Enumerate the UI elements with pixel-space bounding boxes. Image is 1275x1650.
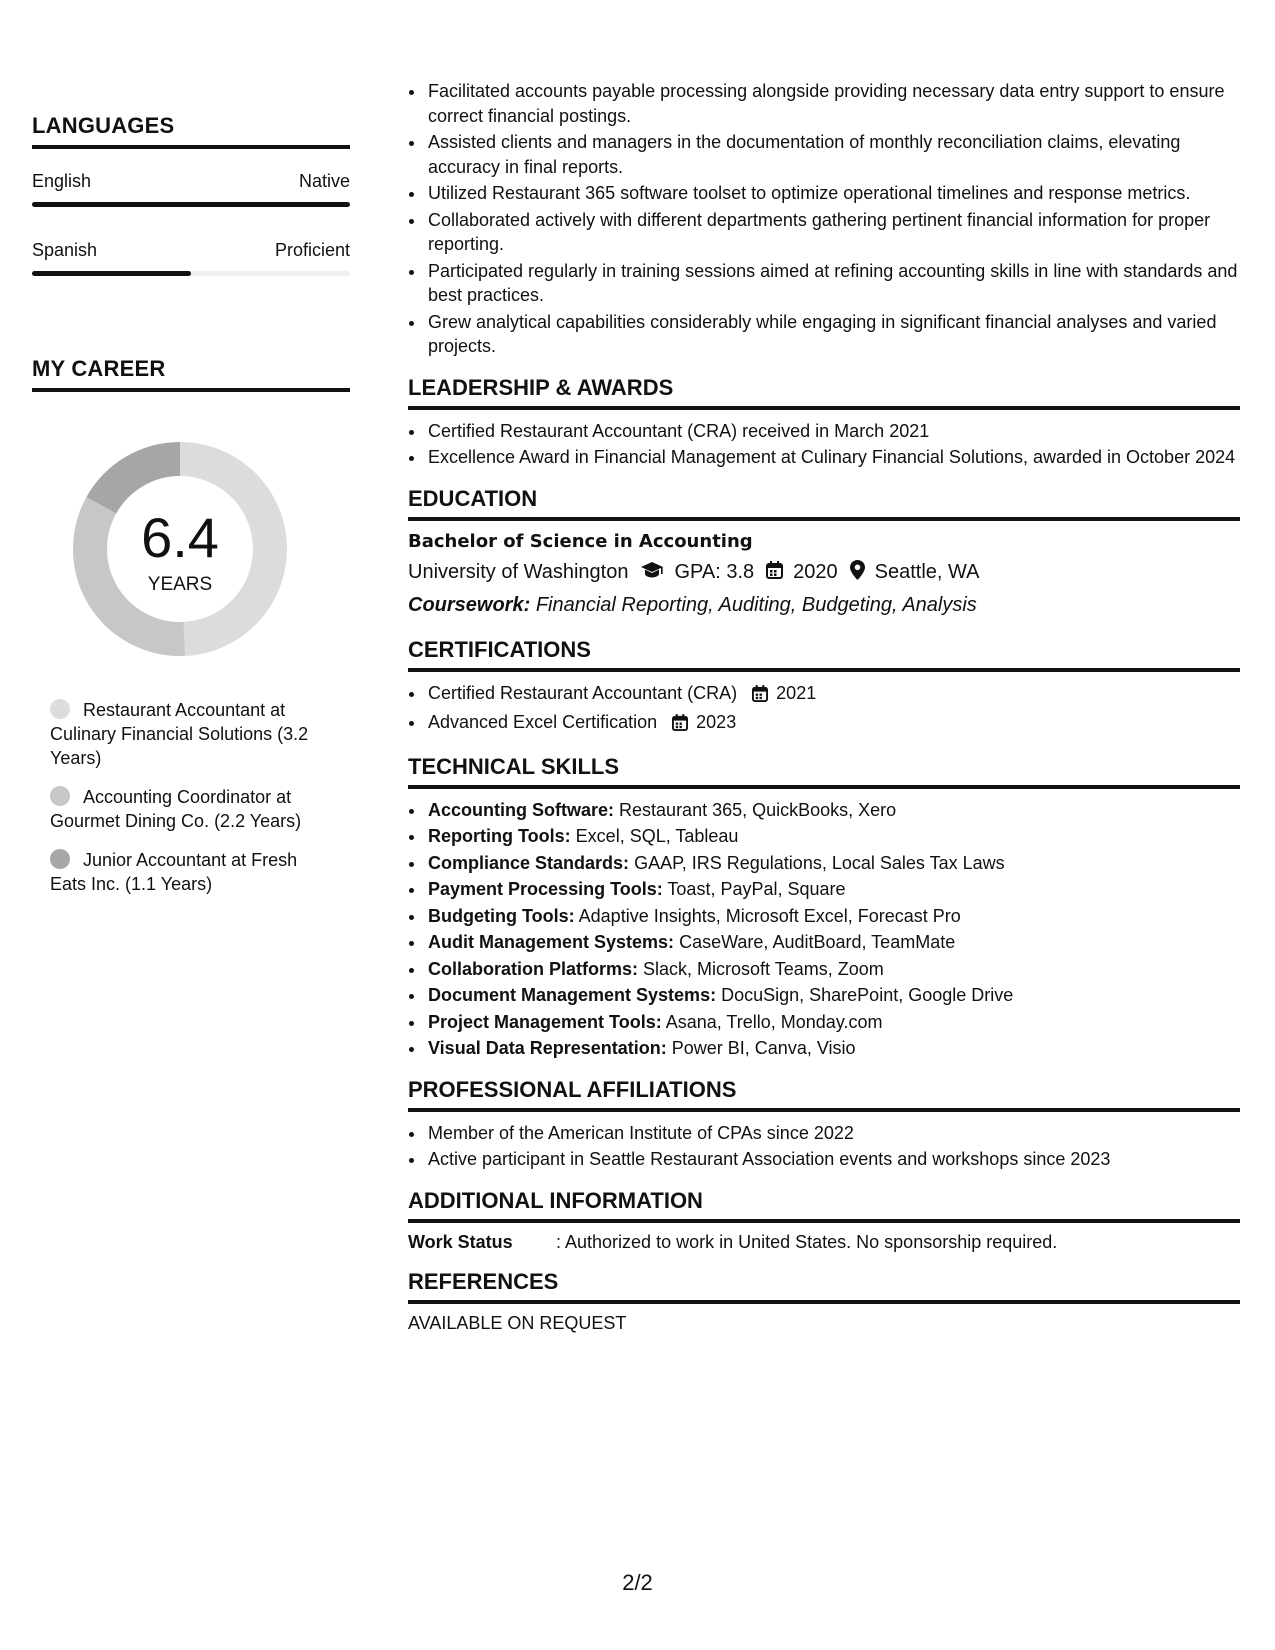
work-status-row [408, 1232, 1240, 1253]
additional-info-section [408, 1188, 1240, 1253]
skill-label: Accounting Software: [428, 799, 615, 820]
school-name: University of Washington [408, 561, 629, 583]
skill-value: DocuSign, SharePoint, Google Drive [721, 985, 1014, 1005]
skill-label: Document Management Systems: [428, 985, 717, 1005]
language-spanish [32, 240, 350, 276]
calendar-icon [766, 561, 783, 585]
references-section [408, 1269, 1240, 1334]
experience-bullet: • Grew analytical capabilities considerably while engaging in significant financial analyses and varied projects. [426, 310, 1240, 359]
leadership-section [408, 375, 1240, 470]
section-title: EDUCATION [408, 486, 1240, 521]
map-pin-icon [850, 560, 865, 586]
affiliation-item: • Active participant in Seattle Restaurant Association events and workshops since 2023 [426, 1147, 1240, 1172]
skill-item [426, 1010, 1240, 1035]
skill-value: Excel, SQL, Tableau [575, 826, 739, 846]
legend-swatch [50, 849, 70, 869]
technical-skills-section [408, 754, 1240, 1061]
certification-name: Advanced Excel Certification [428, 712, 658, 732]
skill-item [426, 930, 1240, 955]
language-proficiency-fill [32, 271, 191, 276]
experience-bullet: • Utilized Restaurant 365 software toolset to optimize operational timelines and response metrics. [426, 181, 1240, 206]
language-proficiency-fill [32, 202, 350, 207]
sidebar [32, 0, 350, 911]
school-location: Seattle, WA [874, 561, 980, 583]
skill-label: Budgeting Tools: [428, 905, 575, 926]
skill-value: GAAP, IRS Regulations, Local Sales Tax Laws [634, 852, 1005, 873]
skill-value: CaseWare, AuditBoard, TeamMate [679, 932, 956, 952]
career-total-years: 6.4 [141, 506, 219, 569]
career-legend [50, 698, 350, 896]
skill-value: Restaurant 365, QuickBooks, Xero [619, 799, 897, 820]
page-number: 2/2 [622, 1570, 653, 1595]
certification-item [426, 681, 1240, 709]
skill-item [426, 957, 1240, 982]
skill-value: Asana, Trello, Monday.com [665, 1011, 883, 1032]
skill-item [426, 983, 1240, 1008]
section-title: ADDITIONAL INFORMATION [408, 1188, 1240, 1223]
skill-value: Slack, Microsoft Teams, Zoom [643, 958, 884, 979]
languages-heading: LANGUAGES [32, 113, 350, 149]
references-text: AVAILABLE ON REQUEST [408, 1312, 627, 1333]
skill-item [426, 798, 1240, 823]
work-status-value: : Authorized to work in United States. No sponsorship required. [556, 1231, 1058, 1252]
skill-item [426, 904, 1240, 929]
language-proficiency-bar [32, 202, 350, 207]
skill-item [426, 1036, 1240, 1061]
skill-label: Reporting Tools: [428, 826, 571, 846]
education-section [408, 486, 1240, 617]
skill-label: Payment Processing Tools: [428, 879, 663, 899]
graduation-cap-icon [640, 561, 664, 585]
section-title: PROFESSIONAL AFFILIATIONS [408, 1077, 1240, 1112]
experience-bullet: • Collaborated actively with different departments gathering pertinent financial information for proper reporting. [426, 208, 1240, 257]
graduation-year: 2020 [793, 561, 838, 583]
work-status-label: Work Status [408, 1231, 513, 1252]
certification-item [426, 710, 1240, 738]
career-heading: MY CAREER [32, 356, 350, 392]
language-level: Native [298, 171, 350, 191]
skill-label: Collaboration Platforms: [428, 958, 639, 979]
experience-bullets [408, 79, 1240, 359]
calendar-icon [672, 713, 688, 738]
section-title: TECHNICAL SKILLS [408, 754, 1240, 789]
coursework-label: Coursework: [408, 593, 531, 616]
section-title: LEADERSHIP & AWARDS [408, 375, 1240, 410]
skill-value: Toast, PayPal, Square [667, 879, 846, 899]
certification-year: 2023 [696, 712, 737, 732]
skill-item [426, 877, 1240, 902]
skill-item [426, 824, 1240, 849]
skill-label: Project Management Tools: [428, 1011, 662, 1032]
experience-bullet: • Assisted clients and managers in the documentation of monthly reconciliation claims, elevating accuracy in final reports. [426, 130, 1240, 179]
coursework [408, 594, 1240, 617]
certifications-section [408, 637, 1240, 738]
degree-title: Bachelor of Science in Accounting [408, 530, 753, 552]
skill-value: Power BI, Canva, Visio [671, 1038, 856, 1058]
education-details [408, 560, 1240, 586]
career-legend-item [50, 848, 350, 896]
career-total-unit: YEARS [147, 574, 213, 595]
affiliation-item: • Member of the American Institute of CPAs since 2022 [426, 1121, 1240, 1146]
career-role-text: Junior Accountant at Fresh Eats Inc. (1.1 Years) [50, 850, 298, 894]
experience-bullet: • Participated regularly in training sessions aimed at refining accounting skills in line with standards and best practices. [426, 259, 1240, 308]
certification-year: 2021 [776, 682, 817, 703]
skill-label: Visual Data Representation: [428, 1038, 667, 1058]
career-donut-chart [67, 436, 293, 662]
legend-swatch [50, 786, 70, 806]
award-item: • Certified Restaurant Accountant (CRA) received in March 2021 [426, 419, 1240, 444]
language-name: English [32, 171, 92, 191]
skill-label: Audit Management Systems: [428, 932, 675, 952]
career-legend-item [50, 698, 350, 770]
section-title: REFERENCES [408, 1269, 1240, 1304]
skill-item [426, 851, 1240, 876]
affiliations-section [408, 1077, 1240, 1172]
section-title: CERTIFICATIONS [408, 637, 1240, 672]
language-level: Proficient [274, 240, 350, 260]
calendar-icon [752, 684, 768, 709]
certification-name: Certified Restaurant Accountant (CRA) [428, 682, 738, 703]
language-name: Spanish [32, 240, 98, 260]
career-legend-item [50, 785, 350, 833]
language-english [32, 171, 350, 207]
legend-swatch [50, 699, 70, 719]
skill-label: Compliance Standards: [428, 852, 630, 873]
career-role-text: Restaurant Accountant at Culinary Financial Solutions (3.2 Years) [50, 700, 309, 768]
skill-value: Adaptive Insights, Microsoft Excel, Forecast Pro [578, 905, 961, 926]
coursework-list: Financial Reporting, Auditing, Budgeting, Analysis [535, 593, 977, 616]
gpa: GPA: 3.8 [674, 561, 755, 583]
language-proficiency-bar [32, 271, 350, 276]
main-content [408, 0, 1240, 1334]
skills-list [408, 798, 1240, 1061]
career-role-text: Accounting Coordinator at Gourmet Dining Co. (2.2 Years) [50, 787, 302, 831]
award-item: • Excellence Award in Financial Management at Culinary Financial Solutions, awarded in October 2024 [426, 445, 1240, 470]
experience-bullet: • Facilitated accounts payable processing alongside providing necessary data entry support to ensure correct financial postings. [426, 79, 1240, 128]
